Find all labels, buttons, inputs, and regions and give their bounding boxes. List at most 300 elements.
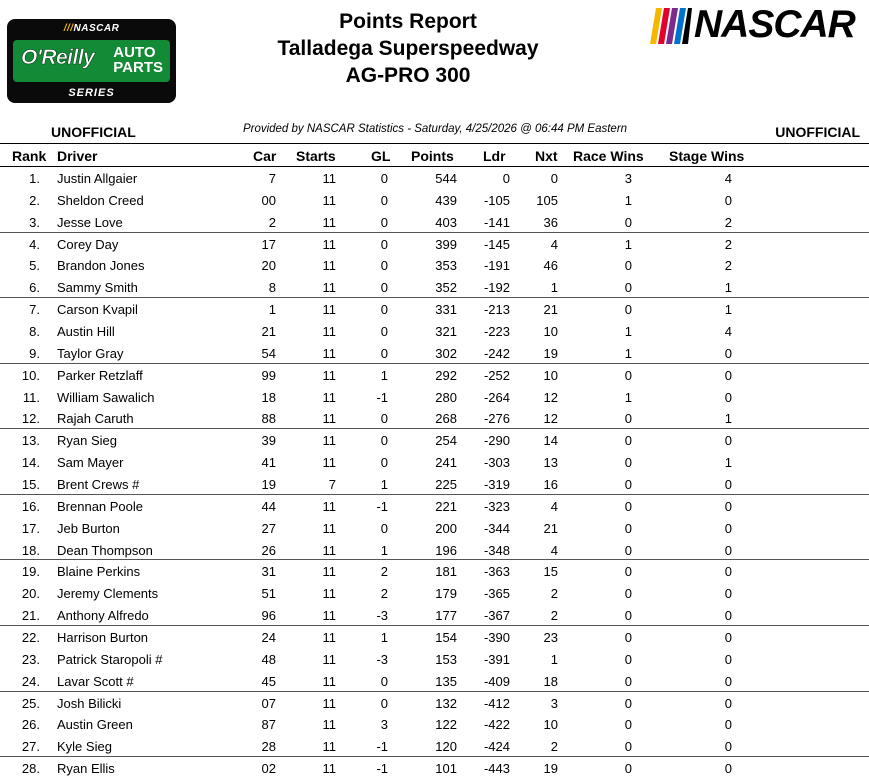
cell-stage-wins: 2 (724, 214, 732, 230)
cell-car: 21 (261, 324, 276, 340)
cell-gl: -1 (376, 761, 388, 777)
cell-nxt: 10 (543, 324, 558, 340)
cell-gl: -1 (376, 739, 388, 755)
column-header-race-wins: Race Wins (573, 148, 644, 164)
cell-driver: Blaine Perkins (57, 564, 141, 580)
cell-driver: Sam Mayer (57, 455, 124, 471)
cell-car: 20 (261, 258, 276, 274)
cell-race-wins: 0 (624, 411, 632, 427)
cell-ldr: -363 (483, 564, 510, 580)
cell-rank: 3. (29, 214, 40, 230)
cell-rank: 26. (21, 717, 40, 733)
cell-car: 45 (261, 673, 276, 689)
column-header-starts: Starts (296, 148, 336, 164)
cell-starts: 11 (322, 608, 336, 624)
cell-starts: 11 (322, 586, 336, 602)
cell-car: 27 (261, 520, 276, 536)
cell-driver: Anthony Alfredo (57, 608, 149, 624)
table-row (0, 298, 869, 320)
race-name: AG-PRO 300 (345, 64, 471, 87)
cell-gl: -1 (376, 389, 388, 405)
cell-nxt: 14 (543, 433, 558, 449)
status-unofficial-right: UNOFFICIAL (775, 124, 860, 140)
cell-points: 179 (435, 586, 457, 602)
cell-car: 00 (261, 192, 276, 208)
cell-points: 154 (435, 630, 457, 646)
table-row (0, 713, 869, 735)
cell-gl: -1 (376, 498, 388, 514)
cell-driver: Jeremy Clements (57, 586, 159, 602)
table-row (0, 451, 869, 473)
cell-driver: Josh Bilicki (57, 695, 122, 711)
cell-points: 254 (435, 433, 457, 449)
cell-ldr: -422 (483, 717, 510, 733)
cell-race-wins: 0 (624, 498, 632, 514)
cell-points: 200 (435, 520, 457, 536)
cell-ldr: 0 (502, 171, 510, 186)
cell-race-wins: 0 (624, 717, 632, 733)
cell-gl: 0 (380, 345, 388, 361)
cell-nxt: 18 (543, 673, 558, 689)
cell-race-wins: 1 (624, 192, 632, 208)
cell-car: 54 (261, 345, 276, 361)
cell-rank: 13. (21, 433, 40, 449)
cell-gl: 0 (380, 455, 388, 471)
cell-starts: 11 (322, 258, 336, 274)
cell-ldr: -252 (483, 367, 510, 383)
cell-stage-wins: 0 (724, 630, 732, 646)
cell-race-wins: 1 (624, 389, 632, 405)
cell-nxt: 2 (550, 586, 558, 602)
cell-ldr: -290 (483, 433, 510, 449)
cell-nxt: 19 (543, 345, 558, 361)
cell-points: 225 (435, 477, 457, 493)
cell-gl: 0 (380, 520, 388, 536)
cell-race-wins: 0 (624, 608, 632, 624)
cell-starts: 11 (322, 564, 336, 580)
table-row (0, 386, 869, 408)
cell-stage-wins: 2 (724, 258, 732, 274)
table-row (0, 626, 869, 648)
cell-race-wins: 0 (624, 367, 632, 383)
cell-driver: Sammy Smith (57, 280, 138, 296)
cell-points: 221 (435, 498, 457, 514)
table-row (0, 670, 869, 692)
cell-rank: 8. (29, 324, 40, 340)
table-row (0, 276, 869, 298)
cell-nxt: 4 (550, 498, 558, 514)
cell-car: 19 (261, 477, 276, 493)
cell-nxt: 21 (543, 302, 558, 318)
cell-gl: 3 (380, 717, 388, 733)
table-row (0, 429, 869, 451)
cell-nxt: 12 (543, 411, 558, 427)
cell-points: 241 (435, 455, 457, 471)
cell-driver: Austin Green (57, 717, 133, 733)
cell-car: 31 (261, 564, 276, 580)
cell-points: 321 (435, 324, 457, 340)
cell-nxt: 13 (543, 455, 558, 471)
cell-starts: 11 (322, 455, 336, 471)
table-row (0, 254, 869, 276)
cell-rank: 12. (21, 411, 40, 427)
status-unofficial-left: UNOFFICIAL (51, 124, 136, 140)
cell-points: 544 (435, 171, 457, 186)
cell-points: 403 (435, 214, 457, 230)
cell-stage-wins: 0 (724, 520, 732, 536)
series-logo-brand: O'Reilly (21, 46, 95, 69)
cell-gl: 0 (380, 433, 388, 449)
cell-race-wins: 0 (624, 564, 632, 580)
cell-points: 135 (435, 673, 457, 689)
cell-rank: 4. (29, 236, 40, 252)
table-row (0, 582, 869, 604)
table-row (0, 692, 869, 714)
cell-nxt: 19 (543, 761, 558, 777)
cell-nxt: 4 (550, 542, 558, 558)
cell-stage-wins: 0 (724, 542, 732, 558)
table-row (0, 648, 869, 670)
cell-car: 87 (261, 717, 276, 733)
cell-rank: 16. (21, 498, 40, 514)
cell-driver: Patrick Staropoli # (57, 651, 163, 667)
cell-car: 39 (261, 433, 276, 449)
cell-stage-wins: 0 (724, 739, 732, 755)
cell-starts: 11 (322, 302, 336, 318)
nascar-bars-icon (648, 6, 692, 46)
cell-gl: 2 (380, 586, 388, 602)
cell-gl: 0 (380, 171, 388, 186)
cell-ldr: -105 (483, 192, 510, 208)
cell-gl: 1 (380, 542, 388, 558)
cell-rank: 6. (29, 280, 40, 296)
cell-gl: -3 (376, 651, 388, 667)
cell-nxt: 0 (550, 171, 558, 186)
cell-driver: Brennan Poole (57, 498, 144, 514)
track-name: Talladega Superspeedway (277, 37, 539, 60)
cell-race-wins: 0 (624, 455, 632, 471)
series-logo-nascar-text: ///NASCAR (63, 23, 120, 34)
cell-race-wins: 1 (624, 324, 632, 340)
cell-nxt: 46 (543, 258, 558, 274)
cell-rank: 24. (21, 673, 40, 689)
cell-stage-wins: 0 (724, 564, 732, 580)
cell-rank: 2. (29, 192, 40, 208)
cell-rank: 11. (22, 389, 40, 405)
cell-starts: 11 (322, 717, 336, 733)
cell-nxt: 2 (550, 608, 558, 624)
cell-points: 101 (435, 761, 457, 777)
cell-gl: 0 (380, 324, 388, 340)
cell-car: 7 (268, 171, 276, 186)
cell-starts: 11 (322, 345, 336, 361)
cell-driver: Kyle Sieg (57, 739, 112, 755)
cell-rank: 18. (21, 542, 40, 558)
cell-race-wins: 0 (624, 630, 632, 646)
cell-starts: 11 (322, 171, 336, 186)
cell-starts: 11 (322, 324, 336, 340)
cell-rank: 22. (21, 630, 40, 646)
table-row (0, 320, 869, 342)
cell-nxt: 10 (543, 367, 558, 383)
cell-starts: 11 (322, 389, 336, 405)
cell-starts: 11 (322, 651, 336, 667)
cell-driver: Jeb Burton (57, 520, 120, 536)
cell-points: 120 (435, 739, 457, 755)
cell-driver: Taylor Gray (57, 345, 124, 361)
cell-ldr: -344 (483, 520, 510, 536)
table-row (0, 233, 869, 255)
cell-driver: Brandon Jones (57, 258, 145, 274)
cell-points: 302 (435, 345, 457, 361)
cell-stage-wins: 0 (724, 498, 732, 514)
cell-rank: 27. (21, 739, 40, 755)
cell-starts: 11 (322, 433, 336, 449)
cell-gl: 0 (380, 258, 388, 274)
cell-points: 331 (435, 302, 457, 318)
cell-rank: 14. (21, 455, 40, 471)
cell-driver: Sheldon Creed (57, 192, 144, 208)
cell-starts: 11 (322, 367, 336, 383)
cell-driver: Parker Retzlaff (57, 367, 143, 383)
cell-ldr: -242 (483, 345, 510, 361)
cell-driver: Rajah Caruth (57, 411, 134, 427)
cell-starts: 11 (322, 630, 336, 646)
cell-rank: 10. (21, 367, 40, 383)
table-row (0, 364, 869, 386)
cell-stage-wins: 0 (724, 433, 732, 449)
cell-nxt: 1 (550, 651, 558, 667)
cell-nxt: 12 (543, 389, 558, 405)
cell-points: 181 (435, 564, 457, 580)
cell-stage-wins: 0 (724, 389, 732, 405)
cell-starts: 11 (322, 280, 336, 296)
column-header-car: Car (253, 148, 277, 164)
cell-points: 153 (435, 651, 457, 667)
cell-ldr: -367 (483, 608, 510, 624)
table-row (0, 189, 869, 211)
cell-car: 8 (268, 280, 276, 296)
cell-stage-wins: 4 (724, 171, 732, 186)
cell-points: 280 (435, 389, 457, 405)
cell-race-wins: 3 (624, 171, 632, 186)
cell-gl: -3 (376, 608, 388, 624)
cell-car: 02 (261, 761, 276, 777)
table-row (0, 342, 869, 364)
cell-race-wins: 0 (624, 542, 632, 558)
table-row (0, 495, 869, 517)
cell-driver: Jesse Love (57, 214, 123, 230)
cell-points: 353 (435, 258, 457, 274)
cell-rank: 9. (29, 345, 40, 361)
cell-points: 268 (435, 411, 457, 427)
table-row (0, 407, 869, 429)
cell-ldr: -141 (483, 214, 510, 230)
table-row (0, 167, 869, 189)
cell-stage-wins: 0 (724, 477, 732, 493)
cell-rank: 23. (21, 651, 40, 667)
cell-stage-wins: 2 (724, 236, 732, 252)
cell-gl: 0 (380, 236, 388, 252)
column-header-rank: Rank (12, 148, 47, 164)
cell-ldr: -319 (483, 477, 510, 493)
cell-starts: 11 (322, 236, 336, 252)
cell-race-wins: 0 (624, 586, 632, 602)
column-header-gl: GL (371, 148, 391, 164)
cell-ldr: -303 (483, 455, 510, 471)
standings-table-body (0, 167, 869, 779)
cell-gl: 0 (380, 280, 388, 296)
cell-car: 28 (261, 739, 276, 755)
cell-driver: Harrison Burton (57, 630, 149, 646)
column-header-points: Points (411, 148, 454, 164)
cell-gl: 0 (380, 214, 388, 230)
cell-points: 132 (435, 695, 457, 711)
cell-starts: 11 (322, 520, 336, 536)
cell-rank: 19. (21, 564, 40, 580)
provided-by-line: Provided by NASCAR Statistics - Saturday, 4/25/2026 @ 06:44 PM Eastern (242, 123, 628, 135)
report-title: Points Report (339, 10, 477, 33)
cell-starts: 11 (322, 192, 336, 208)
cell-rank: 20. (21, 586, 40, 602)
cell-race-wins: 0 (624, 520, 632, 536)
cell-starts: 11 (322, 542, 336, 558)
table-row (0, 604, 869, 626)
cell-race-wins: 0 (624, 302, 632, 318)
cell-starts: 11 (322, 739, 336, 755)
cell-driver: Corey Day (57, 236, 119, 252)
cell-points: 177 (435, 608, 457, 624)
cell-rank: 25. (21, 695, 40, 711)
cell-ldr: -424 (483, 739, 510, 755)
cell-points: 122 (435, 717, 457, 733)
cell-starts: 11 (322, 214, 336, 230)
cell-nxt: 1 (550, 280, 558, 296)
cell-nxt: 4 (550, 236, 558, 252)
cell-ldr: -365 (483, 586, 510, 602)
cell-nxt: 105 (536, 192, 558, 208)
table-row (0, 735, 869, 757)
cell-race-wins: 0 (624, 477, 632, 493)
cell-starts: 11 (322, 695, 336, 711)
table-row (0, 517, 869, 539)
cell-driver: Austin Hill (57, 324, 115, 340)
cell-race-wins: 0 (624, 739, 632, 755)
column-header-ldr: Ldr (483, 148, 506, 164)
cell-starts: 11 (322, 673, 336, 689)
cell-driver: Justin Allgaier (57, 171, 138, 186)
cell-car: 96 (261, 608, 276, 624)
column-header-driver: Driver (57, 148, 98, 164)
cell-car: 48 (261, 651, 276, 667)
cell-gl: 0 (380, 302, 388, 318)
cell-driver: Ryan Ellis (57, 761, 115, 777)
series-logo-auto-parts: AUTO PARTS (113, 44, 163, 76)
cell-stage-wins: 0 (724, 717, 732, 733)
table-row (0, 757, 869, 779)
cell-points: 399 (435, 236, 457, 252)
cell-race-wins: 0 (624, 280, 632, 296)
cell-ldr: -443 (483, 761, 510, 777)
cell-gl: 0 (380, 192, 388, 208)
cell-nxt: 23 (543, 630, 558, 646)
cell-stage-wins: 1 (724, 302, 732, 318)
cell-rank: 28. (21, 761, 40, 777)
cell-race-wins: 0 (624, 258, 632, 274)
cell-car: 99 (261, 367, 276, 383)
cell-stage-wins: 0 (724, 608, 732, 624)
cell-stage-wins: 0 (724, 192, 732, 208)
cell-rank: 15. (21, 477, 40, 493)
cell-ldr: -213 (483, 302, 510, 318)
cell-race-wins: 0 (624, 695, 632, 711)
cell-stage-wins: 1 (724, 411, 732, 427)
cell-ldr: -390 (483, 630, 510, 646)
cell-car: 88 (261, 411, 276, 427)
cell-stage-wins: 0 (724, 695, 732, 711)
cell-gl: 1 (380, 367, 388, 383)
cell-race-wins: 0 (624, 761, 632, 777)
cell-car: 44 (261, 498, 276, 514)
cell-stage-wins: 0 (724, 586, 732, 602)
cell-stage-wins: 1 (724, 280, 732, 296)
cell-car: 2 (268, 214, 276, 230)
cell-gl: 2 (380, 564, 388, 580)
cell-race-wins: 0 (624, 214, 632, 230)
cell-nxt: 21 (543, 520, 558, 536)
cell-ldr: -409 (483, 673, 510, 689)
cell-starts: 7 (328, 477, 336, 493)
cell-car: 1 (268, 302, 276, 318)
cell-driver: William Sawalich (57, 389, 155, 405)
cell-gl: 0 (380, 695, 388, 711)
cell-nxt: 16 (543, 477, 558, 493)
cell-gl: 1 (380, 630, 388, 646)
cell-race-wins: 1 (624, 236, 632, 252)
cell-race-wins: 0 (624, 433, 632, 449)
cell-driver: Dean Thompson (57, 542, 153, 558)
cell-points: 196 (435, 542, 457, 558)
table-row (0, 539, 869, 561)
series-logo-series-text: SERIES (68, 87, 115, 99)
cell-race-wins: 1 (624, 345, 632, 361)
cell-rank: 7. (29, 302, 40, 318)
cell-stage-wins: 0 (724, 651, 732, 667)
cell-points: 439 (435, 192, 457, 208)
cell-nxt: 3 (550, 695, 558, 711)
cell-ldr: -323 (483, 498, 510, 514)
cell-stage-wins: 0 (724, 367, 732, 383)
cell-driver: Ryan Sieg (57, 433, 117, 449)
cell-car: 17 (261, 236, 276, 252)
cell-nxt: 10 (543, 717, 558, 733)
cell-ldr: -348 (483, 542, 510, 558)
cell-ldr: -276 (483, 411, 510, 427)
cell-gl: 0 (380, 673, 388, 689)
column-header-nxt: Nxt (535, 148, 558, 164)
cell-driver: Brent Crews # (57, 477, 140, 493)
cell-ldr: -391 (483, 651, 510, 667)
cell-starts: 11 (322, 411, 336, 427)
cell-points: 292 (435, 367, 457, 383)
table-header (0, 143, 869, 167)
cell-stage-wins: 1 (724, 455, 732, 471)
table-row (0, 211, 869, 233)
cell-car: 51 (261, 586, 276, 602)
cell-nxt: 36 (543, 214, 558, 230)
cell-race-wins: 0 (624, 651, 632, 667)
column-header-stage-wins: Stage Wins (669, 148, 745, 164)
